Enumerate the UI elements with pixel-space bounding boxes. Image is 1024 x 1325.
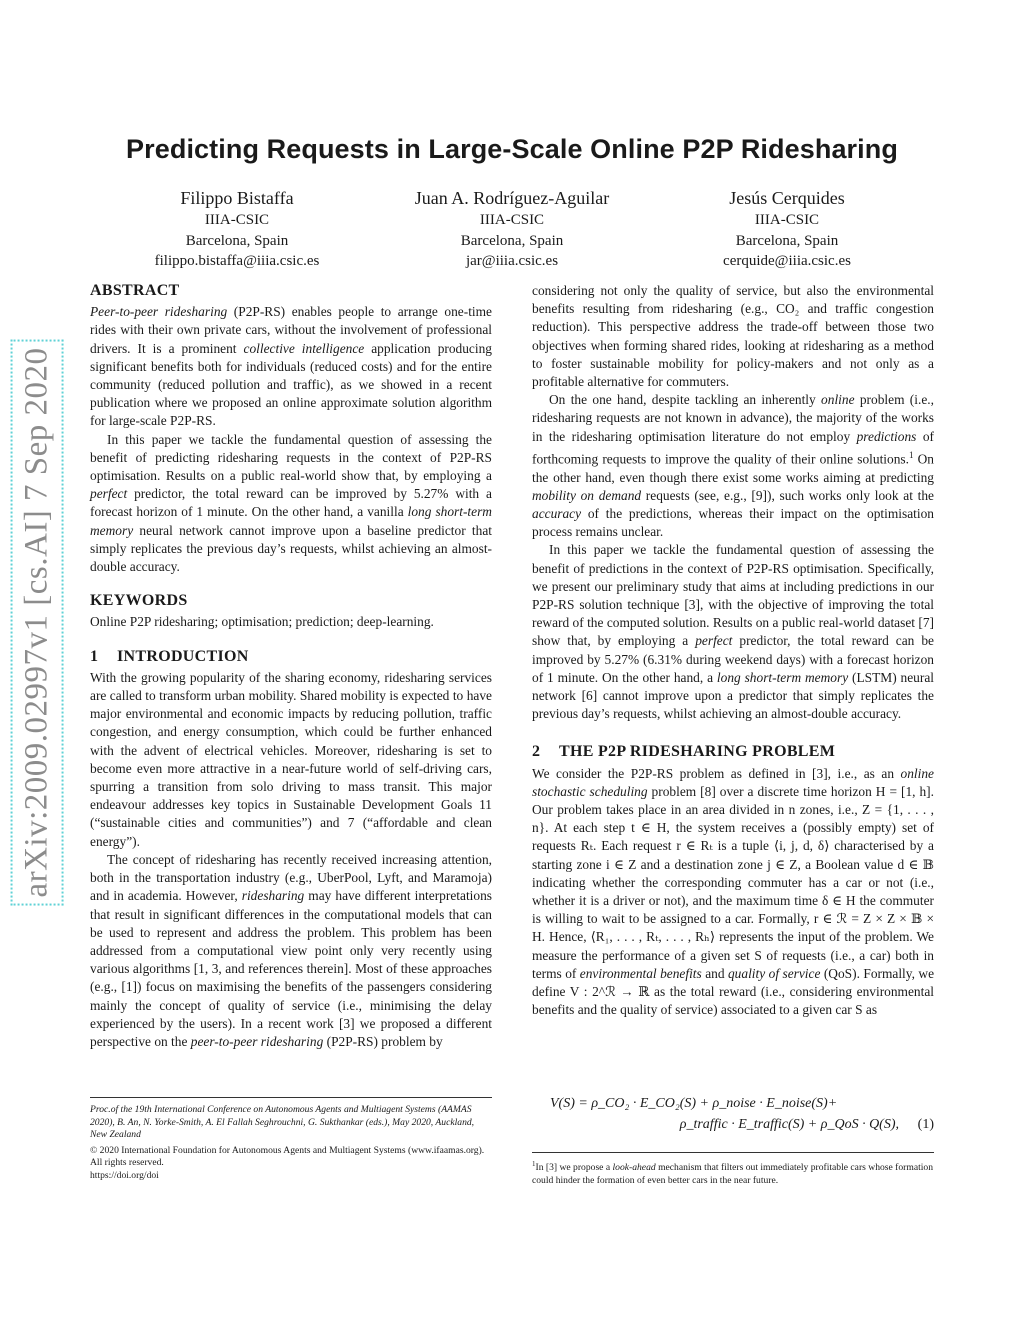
author-affiliation: IIIA-CSIC (204, 212, 270, 228)
author-email: cerquide@iiia.csic.es (723, 253, 851, 269)
conference-info: Proc.of the 19th International Conference on Autonomous Agents and Multiagent Systems (AAMAS 2020), B. An, N. Yorke-Smith, A. El Fallah Seghrouchni, G. Sukthankar (eds.), May 2020, Auckland, New Zealand (90, 1104, 475, 1141)
paper-title: Predicting Requests in Large-Scale Online P2P Ridesharing (126, 134, 898, 164)
equation-line: ρ_traffic · E_traffic(S) + ρ_QoS · Q(S), (679, 1117, 899, 1132)
arxiv-id: arXiv:2009.02997v1 [cs.AI] 7 Sep 2020 (18, 347, 55, 898)
author-block (637, 187, 937, 272)
abstract-heading: ABSTRACT (90, 282, 180, 299)
abstract-paragraph: Peer-to-peer ridesharing (P2P-RS) enables people to arrange one-time rides with their own private cars, without the involvement of professional drivers. It is a prominent collective intelligence application producing significant benefits both for individuals (reduced costs) and for the entire community (reduced pollution and traffic), as we showed in a recent publication where we proposed an online approximate solution algorithm for large-scale P2P-RS. (90, 304, 492, 429)
author-email: jar@iiia.csic.es (465, 253, 559, 269)
author-name: Juan A. Rodríguez-Aguilar (414, 188, 610, 208)
author-location: Barcelona, Spain (460, 232, 564, 249)
section2-paragraph: We consider the P2P-RS problem as defined in [3], i.e., as an online stochastic scheduling problem [8] over a discrete time horizon H = [1, h]. Our problem takes place in an area divided in n zones, i.e., Z = {1, . . . , n}. At each step t ∈ H, the system receives a (possibly empty) set of requests Rₜ. Each request r ∈ Rₜ is a tuple ⟨i, j, d, δ⟩ characterised by a starting zone i ∈ Z and a destination zone j ∈ Z, a Boolean value d ∈ 𝔹 indicating whether the corresponding commuter has a car or not (i.e., whether it is a driver or not), and the maximum time δ ∈ H the commuter is willing to wait to be assigned to a car. Formally, r ∈ ℛ = Z × Z × 𝔹 × H. Hence, ⟨R₁, . . . , Rₜ, . . . , Rₕ⟩ represents the input of the problem. We measure the performance of a given set S of requests (i.e., a car) both in terms of environmental benefits and quality of service (QoS). Formally, we define V : 2^ℛ → ℝ as the total reward (i.e., considering environmental benefits and the quality of service) associated to a given car S as (532, 765, 935, 1018)
left-column (90, 282, 492, 1051)
footnote-mark[interactable]: 1 (908, 449, 914, 460)
author-block (362, 187, 662, 272)
author-email: filippo.bistaffa@iiia.csic.es (154, 253, 320, 269)
author-name: Jesús Cerquides (729, 188, 845, 208)
abstract-paragraph: In this paper we tackle the fundamental question of assessing the benefit of predicting ridesharing requests in the context of P2P-RS optimisation. Results on a public real-world show that, by employing a perfect predictor, the total reward can be improved by 5.27% with a forecast horizon of 1 minute. On the other hand, a vanilla long short-term memory neural network cannot improve upon a baseline predictor that simply replicates the previous day’s requests, whilst achieving an almost-double accuracy. (90, 431, 492, 575)
right-column (532, 282, 934, 1019)
intro-paragraph: On the one hand, despite tackling an inherently online problem (i.e., ridesharing requests are not known in advance), the majority of the works in the ridesharing optimisation literature do not employ predictions of forthcoming requests to improve the quality of their online solutions.$^1$ On the other hand, even though there exist some works aiming at predicting mobility on demand requests (see, e.g., [9]), such works only look at the accuracy of the predictions, whereas their impact on the optimisation process remains unclear. (532, 392, 934, 540)
keywords-heading: KEYWORDS (90, 592, 188, 610)
equation-line: V(S) = ρ_CO₂ · E_CO₂(S) + ρ_noise · E_noise(S)+ (550, 1096, 838, 1111)
conference-footnote (90, 1097, 492, 1183)
author-name: Filippo Bistaffa (180, 188, 294, 208)
intro-heading: 1 INTRODUCTION (90, 647, 249, 665)
copyright-notice: © 2020 International Foundation for Autonomous Agents and Multiagent Systems (www.ifaamas.org). All rights reserved. (90, 1144, 485, 1169)
equation-1 (532, 1093, 934, 1135)
keywords-text: Online P2P ridesharing; optimisation; prediction; deep-learning. (90, 614, 434, 630)
intro-paragraph: considering not only the quality of service, but also the environmental benefits resulting from ridesharing (e.g., CO₂ and traffic congestion reduction). This perspective address the trade-off between those two objectives when forming shared rides, looking at ridesharing as a method to foster sustainable mobility for policy-makers and not only as a profitable alternative for commuters. (532, 283, 934, 390)
author-location: Barcelona, Spain (185, 232, 289, 249)
arxiv-watermark (18, 340, 56, 905)
author-affiliation: IIIA-CSIC (479, 212, 545, 228)
intro-paragraph: In this paper we tackle the fundamental question of assessing the benefit of predictions in the context of P2P-RS optimisation. Specifically, we present our preliminary study that aims at including predictions in our P2P-RS solution technique [3], with the objective of improving the total reward of the computed solution. Results on a public real-world dataset [7] show that, by employing a perfect predictor, the total reward can be improved by 5.27% (6.31% during weekend days) with a forecast horizon of 1 minute. On the other hand, a long short-term memory (LSTM) neural network [6] cannot improve upon a predictor that simply replicates the previous day’s requests, whilst achieving an almost-double accuracy. (532, 542, 934, 722)
author-affiliation: IIIA-CSIC (754, 212, 820, 228)
author-block (87, 187, 387, 272)
section2-heading: 2 THE P2P RIDESHARING PROBLEM (532, 743, 836, 761)
author-location: Barcelona, Spain (735, 232, 839, 249)
intro-paragraph: With the growing popularity of the sharing economy, ridesharing services are called to transform urban mobility. Shared mobility is expected to have major environmental and economic impacts by reducing pollution, traffic congestion, and energy consumption, which could be further enhanced with the advent of electrical vehicles. Moreover, ridesharing is set to become even more attractive in a near-future world of self-driving cars, spurring a transition from solo driving to mass transit. This major endeavour addresses key topics in Sustainable Development Goals 11 (“sustainable cities and communities”) and 7 (“affordable and clean energy”). (90, 669, 492, 849)
footnote-1: $^1$In [3] we propose a look-ahead mechanism that filters out immediately profitable cars whose formation could hinder the formation of even better cars in the near future. (532, 1152, 934, 1187)
intro-paragraph: The concept of ridesharing has recently received increasing attention, both in the transportation industry (e.g., UberPool, Lyft, and Maramoja) and in academia. However, ridesharing may have different interpretations that result in significant differences in the computational models that can be used to represent and address the problem. This problem has been addressed from a computational view point only very recently using various algorithms [1, 3, and references therein]. Most of these approaches (e.g., [1]) focus on maximising the benefits of the passengers considering mainly the concept of quality of service (i.e., minimising the delay experienced by the users). In a recent work [3] we proposed a different perspective on the peer-to-peer ridesharing (P2P-RS) problem by (90, 851, 492, 1049)
equation-number: (1) (917, 1117, 934, 1132)
doi-link[interactable]: https://doi.org/doi (90, 1169, 159, 1181)
